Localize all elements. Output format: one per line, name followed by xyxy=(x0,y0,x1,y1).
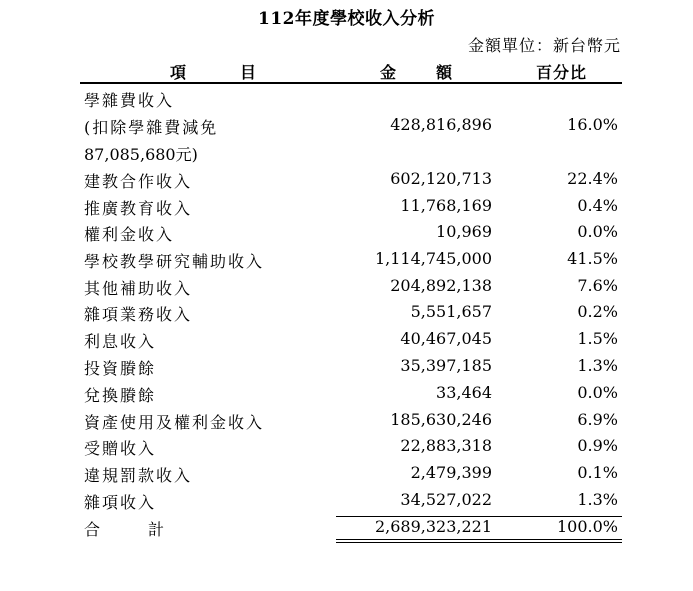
row-amount: 2,479,399 xyxy=(410,463,492,482)
table-row xyxy=(0,383,693,410)
header-amount-char-1: 金 xyxy=(380,63,397,82)
table-row xyxy=(0,410,693,437)
row-label: 違規罰款收入 xyxy=(84,466,193,485)
currency-unit-note: 金額單位：新台幣元 xyxy=(467,36,621,55)
row-percent: 6.9% xyxy=(577,410,618,429)
row-label: 權利金收入 xyxy=(84,225,175,244)
row-percent: 1.5% xyxy=(577,329,618,348)
row-amount: 22,883,318 xyxy=(400,436,492,455)
table-row xyxy=(0,142,693,169)
row-amount: 428,816,896 xyxy=(390,115,492,134)
row-percent: 0.1% xyxy=(577,463,618,482)
row-label: 資產使用及權利金收入 xyxy=(84,413,265,432)
row-percent: 16.0% xyxy=(567,115,618,134)
row-percent: 41.5% xyxy=(567,249,618,268)
row-label: 其他補助收入 xyxy=(84,279,193,298)
row-label: 投資賸餘 xyxy=(84,359,157,378)
row-amount: 34,527,022 xyxy=(400,490,492,509)
row-label: 雜項收入 xyxy=(84,493,157,512)
row-percent: 1.3% xyxy=(577,490,618,509)
row-amount: 10,969 xyxy=(436,222,492,241)
total-double-rule-lower xyxy=(336,542,622,543)
row-amount: 5,551,657 xyxy=(410,302,492,321)
row-amount: 602,120,713 xyxy=(390,169,492,188)
row-label: 雜項業務收入 xyxy=(84,305,193,324)
total-label-char-2: 計 xyxy=(148,520,165,539)
row-label: 利息收入 xyxy=(84,332,157,351)
row-percent: 0.4% xyxy=(577,196,618,215)
total-double-rule-upper xyxy=(336,539,622,540)
row-label: 推廣教育收入 xyxy=(84,199,193,218)
table-row xyxy=(0,249,693,276)
row-label: 兌換賸餘 xyxy=(84,386,157,405)
row-label: 學雜費收入 xyxy=(84,91,175,110)
table-row xyxy=(0,222,693,249)
row-label: (扣除學雜費減免 xyxy=(84,118,219,137)
table-row xyxy=(0,329,693,356)
header-rule xyxy=(80,82,622,84)
total-label-char-1: 合 xyxy=(84,520,101,539)
table-row xyxy=(0,196,693,223)
document-title: 112年度學校收入分析 xyxy=(258,9,435,29)
row-label: 建教合作收入 xyxy=(84,172,193,191)
row-amount: 35,397,185 xyxy=(400,356,492,375)
row-label: 學校教學研究輔助收入 xyxy=(84,252,265,271)
row-amount: 1,114,745,000 xyxy=(374,249,492,268)
total-amount: 2,689,323,221 xyxy=(374,517,492,536)
row-label: 受贈收入 xyxy=(84,439,157,458)
row-amount: 40,467,045 xyxy=(400,329,492,348)
table-row xyxy=(0,276,693,303)
row-percent: 0.0% xyxy=(577,222,618,241)
row-percent: 7.6% xyxy=(577,276,618,295)
table-row xyxy=(0,356,693,383)
table-row xyxy=(0,463,693,490)
header-item-char-1: 項 xyxy=(170,63,187,82)
total-percent: 100.0% xyxy=(556,517,618,536)
header-percent: 百分比 xyxy=(536,63,588,82)
row-amount: 11,768,169 xyxy=(400,196,492,215)
table-row xyxy=(0,436,693,463)
header-item-char-2: 目 xyxy=(240,63,257,82)
row-percent: 1.3% xyxy=(577,356,618,375)
table-row xyxy=(0,115,693,142)
row-percent: 22.4% xyxy=(567,169,618,188)
header-amount-char-2: 額 xyxy=(436,63,453,82)
row-percent: 0.0% xyxy=(577,383,618,402)
table-row xyxy=(0,302,693,329)
row-amount: 185,630,246 xyxy=(390,410,492,429)
row-amount: 33,464 xyxy=(436,383,492,402)
row-percent: 0.2% xyxy=(577,302,618,321)
table-row xyxy=(0,490,693,517)
table-row xyxy=(0,88,693,115)
row-percent: 0.9% xyxy=(577,436,618,455)
table-row xyxy=(0,169,693,196)
row-amount: 204,892,138 xyxy=(390,276,492,295)
row-label: 87,085,680元) xyxy=(84,145,198,164)
